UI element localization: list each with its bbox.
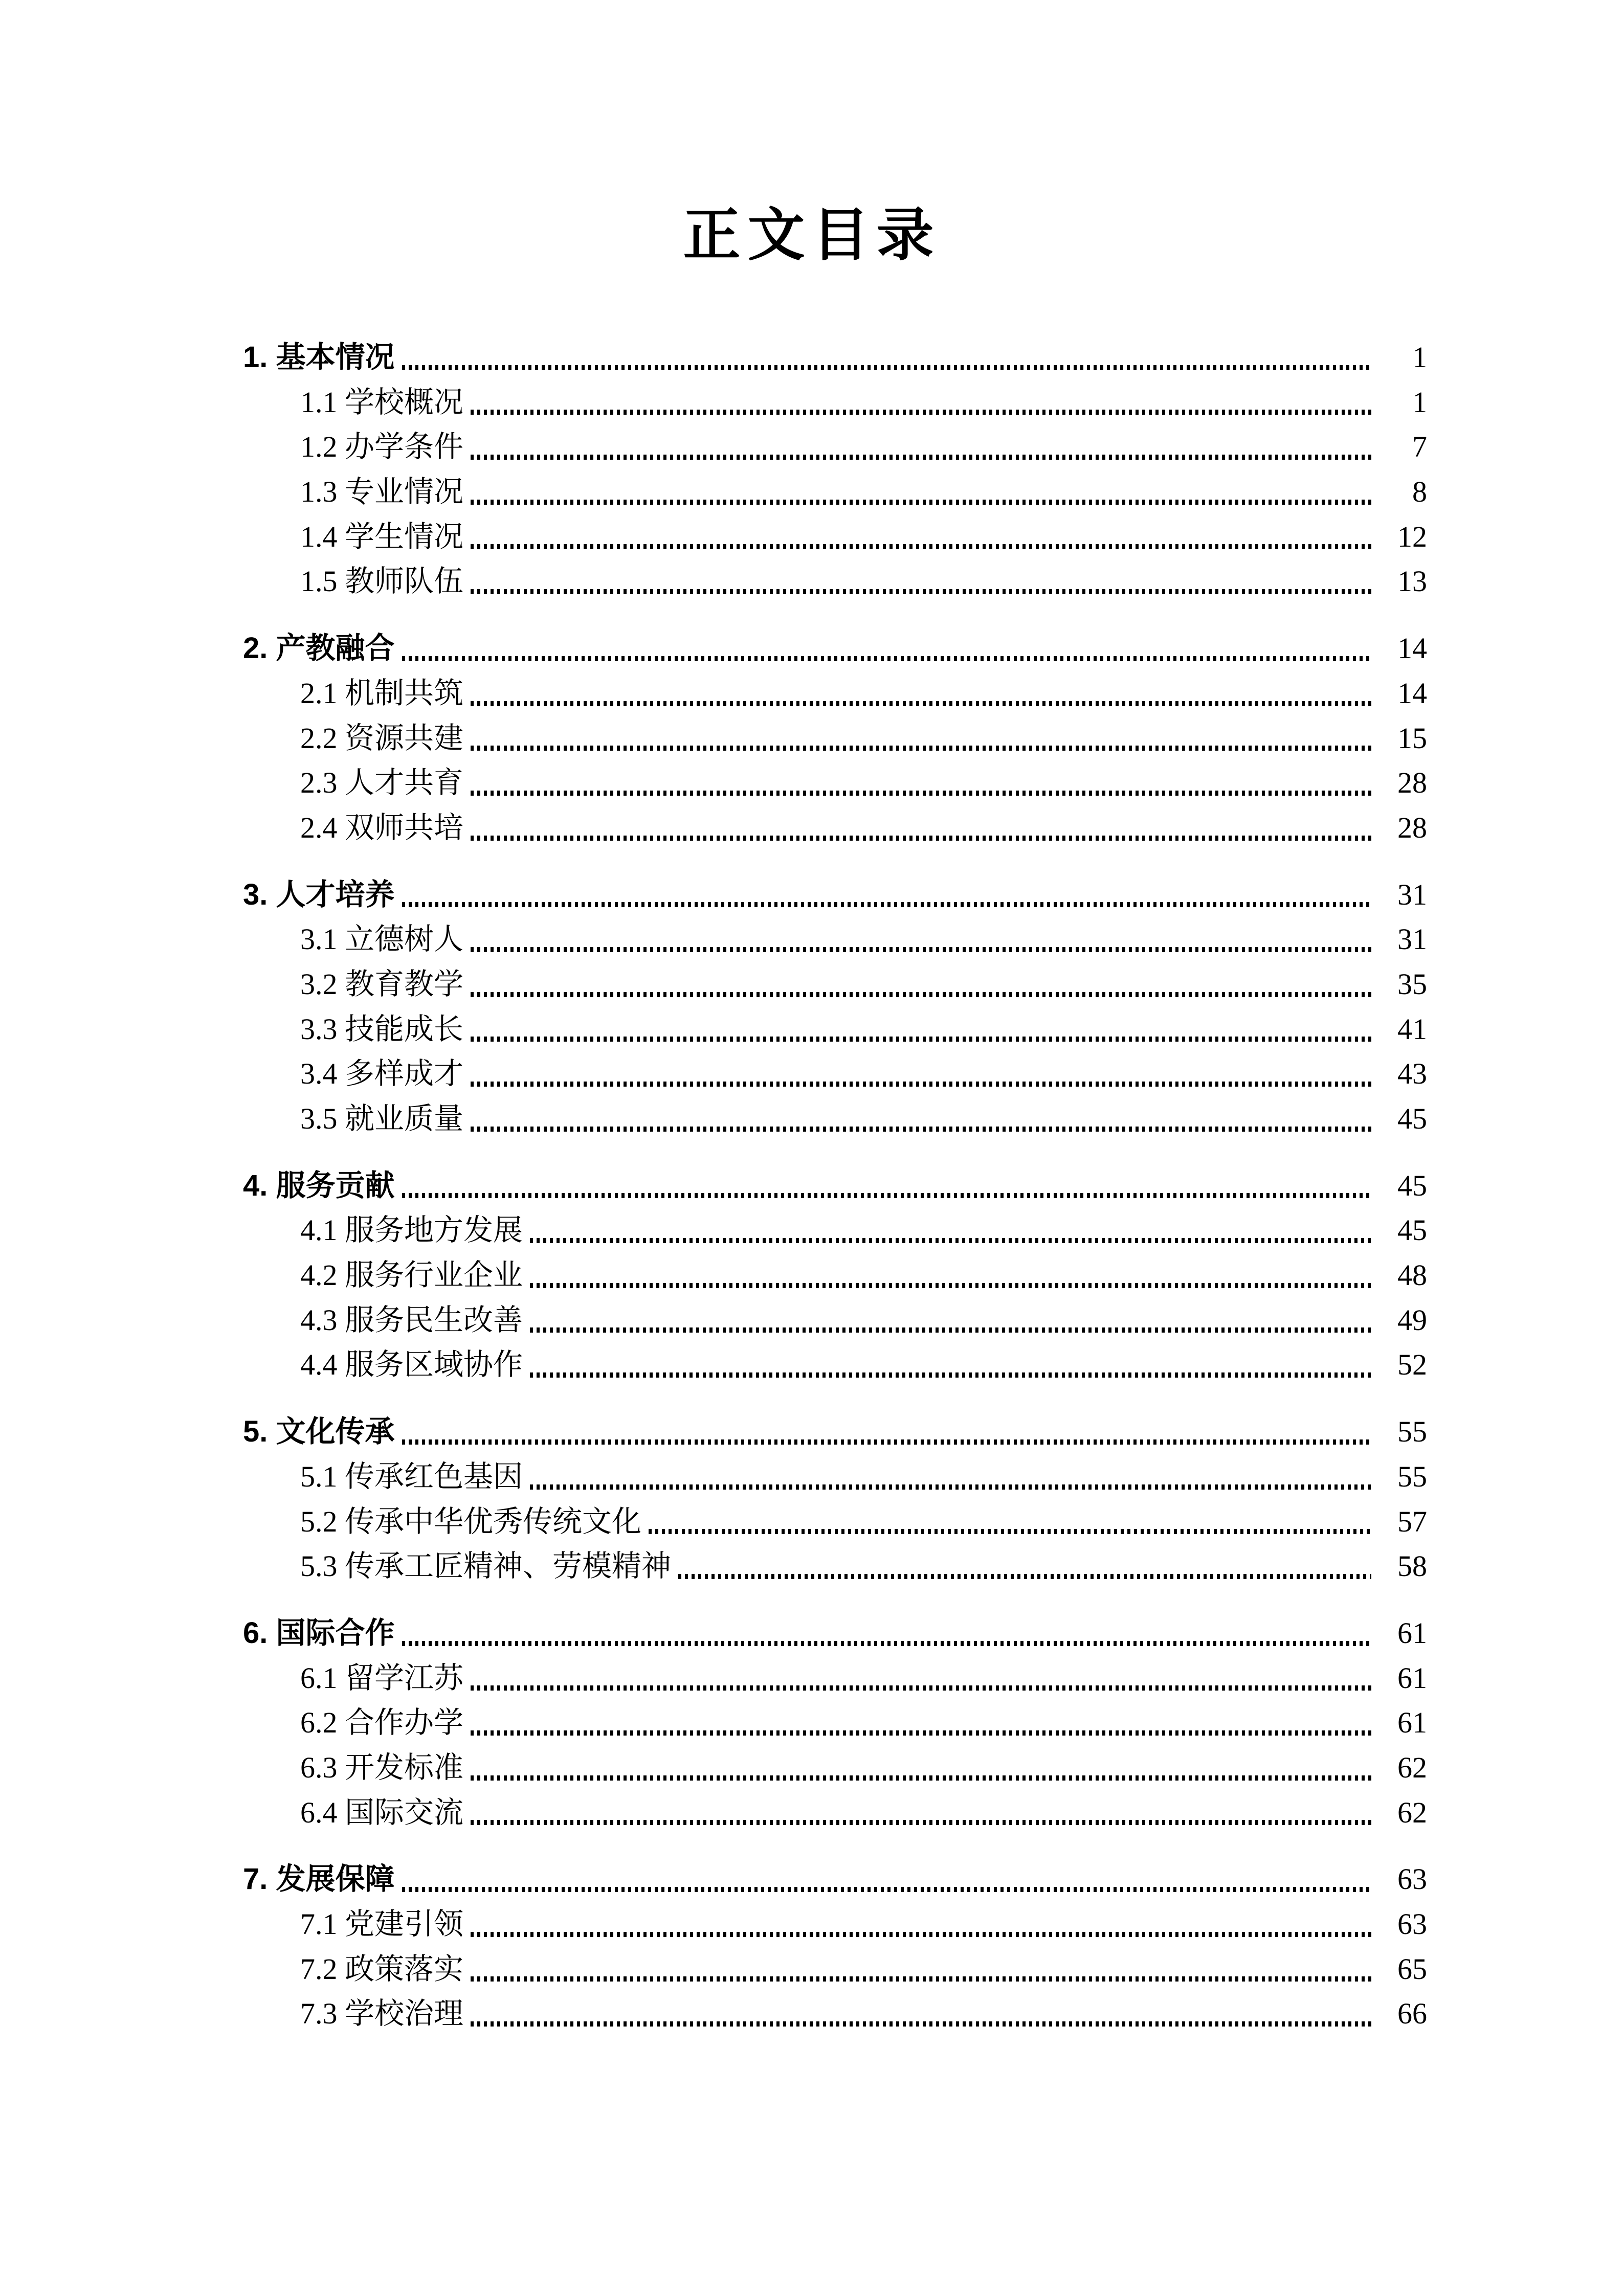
dot-leader xyxy=(471,791,1371,796)
toc-entry-label: 3. 人才培养 xyxy=(243,877,395,911)
toc-entry-sub-5-2[interactable] xyxy=(300,1505,1427,1539)
toc-entry-sub-7-2[interactable] xyxy=(300,1952,1427,1987)
toc-entry-page: 61 xyxy=(1397,1706,1427,1740)
toc-entry-label: 6.1 留学江苏 xyxy=(300,1661,464,1695)
dot-leader xyxy=(471,1820,1371,1825)
toc-entry-section-4[interactable] xyxy=(243,1169,1427,1203)
toc-entry-label: 4. 服务贡献 xyxy=(243,1168,395,1202)
toc-entry-sub-1-3[interactable] xyxy=(300,475,1427,509)
dot-leader xyxy=(471,544,1371,549)
toc-entry-page: 55 xyxy=(1397,1459,1427,1493)
dot-leader xyxy=(471,500,1371,505)
toc-entry-sub-6-3[interactable] xyxy=(300,1751,1427,1785)
toc-entry-page: 66 xyxy=(1397,1997,1427,2031)
toc-entry-sub-6-1[interactable] xyxy=(300,1661,1427,1696)
toc-entry-page: 57 xyxy=(1397,1504,1427,1538)
dot-leader xyxy=(471,1037,1371,1042)
toc-entry-label: 1.4 学生情况 xyxy=(300,520,464,553)
toc-entry-page: 58 xyxy=(1397,1549,1427,1583)
toc-entry-sub-2-2[interactable] xyxy=(300,722,1427,756)
toc-entry-sub-2-4[interactable] xyxy=(300,811,1427,845)
dot-leader xyxy=(678,1574,1371,1579)
toc-entry-page: 49 xyxy=(1397,1303,1427,1337)
dot-leader xyxy=(402,902,1372,907)
toc-entry-page: 45 xyxy=(1397,1213,1427,1247)
dot-leader xyxy=(471,1775,1371,1781)
dot-leader xyxy=(471,1976,1371,1982)
toc-entry-page: 12 xyxy=(1397,520,1427,553)
dot-leader xyxy=(471,701,1371,706)
toc-entry-sub-3-2[interactable] xyxy=(300,967,1427,1002)
toc-entry-page: 7 xyxy=(1412,430,1427,464)
toc-entry-section-3[interactable] xyxy=(243,878,1427,912)
toc-entry-sub-1-1[interactable] xyxy=(300,386,1427,420)
toc-entry-label: 7.1 党建引领 xyxy=(300,1907,464,1941)
toc-entry-label: 3.5 就业质量 xyxy=(300,1102,464,1135)
toc-entry-label: 3.3 技能成长 xyxy=(300,1012,464,1046)
dot-leader xyxy=(471,2021,1371,2027)
toc-entry-page: 65 xyxy=(1397,1952,1427,1986)
toc-entry-label: 4.2 服务行业企业 xyxy=(300,1258,523,1292)
toc-entry-label: 2.4 双师共培 xyxy=(300,811,464,844)
toc-entry-sub-3-1[interactable] xyxy=(300,922,1427,957)
toc-entry-label: 3.4 多样成才 xyxy=(300,1057,464,1091)
toc-entry-page: 63 xyxy=(1397,1862,1427,1896)
dot-leader xyxy=(471,947,1371,952)
toc-entry-sub-6-2[interactable] xyxy=(300,1706,1427,1740)
toc-entry-label: 5. 文化传承 xyxy=(243,1415,395,1449)
toc-entry-sub-4-1[interactable] xyxy=(300,1213,1427,1248)
dot-leader xyxy=(530,1283,1371,1288)
toc-entry-label: 1.5 教师队伍 xyxy=(300,565,464,598)
dot-leader xyxy=(471,992,1371,997)
toc-entry-page: 14 xyxy=(1397,676,1427,710)
toc-entry-sub-1-2[interactable] xyxy=(300,430,1427,464)
toc-entry-label: 4.3 服务民生改善 xyxy=(300,1303,523,1337)
toc-entry-sub-3-4[interactable] xyxy=(300,1057,1427,1091)
toc-entry-section-2[interactable] xyxy=(243,632,1427,666)
toc-entry-sub-3-5[interactable] xyxy=(300,1102,1427,1136)
toc-entry-section-5[interactable] xyxy=(243,1415,1427,1449)
toc-entry-sub-4-3[interactable] xyxy=(300,1303,1427,1338)
toc-entry-page: 1 xyxy=(1412,341,1427,374)
toc-entry-label: 4.4 服务区域协作 xyxy=(300,1348,523,1382)
dot-leader xyxy=(471,1730,1371,1736)
dot-leader xyxy=(471,1685,1371,1691)
toc-entry-page: 63 xyxy=(1397,1907,1427,1941)
dot-leader xyxy=(471,836,1371,841)
dot-leader xyxy=(471,589,1371,594)
toc-entry-label: 5.3 传承工匠精神、劳模精神 xyxy=(300,1549,672,1583)
toc-list xyxy=(0,341,1624,2031)
toc-entry-label: 6.4 国际交流 xyxy=(300,1795,464,1829)
toc-entry-page: 13 xyxy=(1397,565,1427,598)
dot-leader xyxy=(402,365,1372,370)
toc-entry-page: 55 xyxy=(1397,1415,1427,1449)
toc-entry-label: 2.3 人才共育 xyxy=(300,766,464,800)
dot-leader xyxy=(471,1082,1371,1087)
toc-entry-label: 1. 基本情况 xyxy=(243,341,395,374)
toc-entry-label: 2.2 资源共建 xyxy=(300,721,464,755)
dot-leader xyxy=(471,1932,1371,1937)
toc-entry-label: 7. 发展保障 xyxy=(243,1862,395,1896)
toc-entry-label: 7.2 政策落实 xyxy=(300,1952,464,1986)
toc-entry-sub-1-5[interactable] xyxy=(300,565,1427,599)
dot-leader xyxy=(471,746,1371,751)
toc-entry-page: 61 xyxy=(1397,1616,1427,1650)
toc-entry-page: 52 xyxy=(1397,1348,1427,1382)
dot-leader xyxy=(471,455,1371,460)
dot-leader xyxy=(530,1372,1371,1378)
toc-entry-sub-2-1[interactable] xyxy=(300,677,1427,711)
toc-entry-section-1[interactable] xyxy=(243,341,1427,375)
toc-entry-label: 2. 产教融合 xyxy=(243,632,395,665)
dot-leader xyxy=(530,1327,1371,1333)
dot-leader xyxy=(402,1193,1372,1198)
toc-entry-label: 1.3 专业情况 xyxy=(300,475,464,509)
toc-entry-page: 62 xyxy=(1397,1750,1427,1784)
toc-entry-section-6[interactable] xyxy=(243,1616,1427,1651)
toc-entry-label: 6. 国际合作 xyxy=(243,1616,395,1650)
dot-leader xyxy=(471,410,1371,415)
toc-entry-page: 14 xyxy=(1397,632,1427,665)
toc-entry-sub-4-2[interactable] xyxy=(300,1258,1427,1293)
toc-entry-sub-6-4[interactable] xyxy=(300,1796,1427,1830)
dot-leader xyxy=(530,1238,1371,1243)
toc-entry-page: 45 xyxy=(1397,1102,1427,1135)
toc-entry-sub-4-4[interactable] xyxy=(300,1348,1427,1382)
toc-entry-label: 1.2 办学条件 xyxy=(300,430,464,464)
toc-entry-label: 4.1 服务地方发展 xyxy=(300,1213,523,1247)
toc-entry-sub-2-3[interactable] xyxy=(300,766,1427,800)
toc-entry-page: 48 xyxy=(1397,1258,1427,1292)
toc-entry-page: 28 xyxy=(1397,766,1427,800)
dot-leader xyxy=(402,656,1372,661)
toc-entry-page: 15 xyxy=(1397,721,1427,755)
toc-entry-section-7[interactable] xyxy=(243,1862,1427,1897)
toc-entry-sub-7-3[interactable] xyxy=(300,1997,1427,2031)
toc-entry-page: 35 xyxy=(1397,967,1427,1001)
toc-entry-page: 43 xyxy=(1397,1057,1427,1091)
dot-leader xyxy=(649,1529,1371,1534)
toc-entry-sub-5-3[interactable] xyxy=(300,1549,1427,1584)
toc-entry-sub-3-3[interactable] xyxy=(300,1012,1427,1047)
toc-entry-sub-5-1[interactable] xyxy=(300,1460,1427,1494)
toc-entry-page: 31 xyxy=(1397,877,1427,911)
toc-entry-page: 31 xyxy=(1397,922,1427,956)
toc-entry-page: 45 xyxy=(1397,1168,1427,1202)
toc-entry-label: 6.3 开发标准 xyxy=(300,1750,464,1784)
toc-entry-label: 3.2 教育教学 xyxy=(300,967,464,1001)
page-title: 正文目录 xyxy=(683,203,941,267)
toc-entry-label: 6.2 合作办学 xyxy=(300,1706,464,1740)
toc-entry-label: 1.1 学校概况 xyxy=(300,385,464,419)
toc-entry-sub-1-4[interactable] xyxy=(300,520,1427,554)
toc-entry-page: 41 xyxy=(1397,1012,1427,1046)
toc-entry-page: 1 xyxy=(1412,385,1427,419)
toc-entry-label: 3.1 立德树人 xyxy=(300,922,464,956)
toc-entry-label: 2.1 机制共筑 xyxy=(300,676,464,710)
toc-entry-page: 61 xyxy=(1397,1661,1427,1695)
dot-leader xyxy=(530,1484,1371,1490)
dot-leader xyxy=(402,1439,1372,1445)
dot-leader xyxy=(471,1127,1371,1132)
toc-entry-page: 8 xyxy=(1412,475,1427,509)
toc-entry-sub-7-1[interactable] xyxy=(300,1907,1427,1942)
dot-leader xyxy=(402,1641,1372,1646)
toc-entry-page: 62 xyxy=(1397,1795,1427,1829)
toc-entry-label: 5.1 传承红色基因 xyxy=(300,1459,523,1493)
dot-leader xyxy=(402,1887,1372,1892)
toc-entry-label: 5.2 传承中华优秀传统文化 xyxy=(300,1504,642,1538)
toc-entry-page: 28 xyxy=(1397,811,1427,844)
toc-entry-label: 7.3 学校治理 xyxy=(300,1997,464,2031)
